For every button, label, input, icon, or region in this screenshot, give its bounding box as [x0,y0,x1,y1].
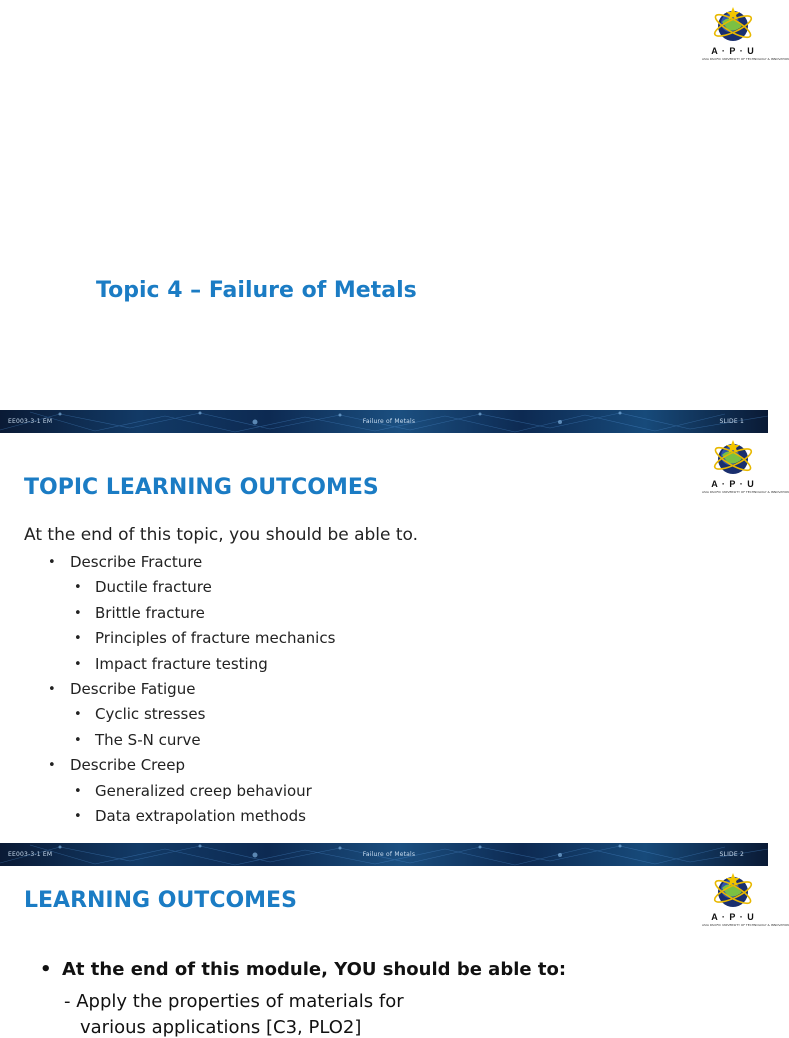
logo-subtext: ASIA PACIFIC UNIVERSITY OF TECHNOLOGY & INNOVATION [702,923,789,927]
slide-footer-1 [0,410,768,433]
footer-topic: Failure of Metals [362,851,416,858]
slide-3 [0,866,789,1038]
list-item: • The S-N curve [0,728,700,753]
bullet-icon: • [74,783,82,799]
footer-slide-number: SLIDE 1 [719,418,744,425]
logo-text: A · P · U [711,479,755,489]
apu-logo [702,4,789,66]
list-item: • Principles of fracture mechanics [0,626,700,651]
apu-logo [702,437,789,499]
outcome-sub-line-1: - Apply the properties of materials for [64,991,404,1012]
outcome-list [0,550,700,829]
topic-title: Topic 4 – Failure of Metals [96,278,417,303]
bullet-icon: • [74,580,82,596]
footer-topic: Failure of Metals [362,418,416,425]
bullet-icon: • [74,732,82,748]
bullet-icon: • [48,758,56,774]
footer-slide-number: SLIDE 2 [719,851,744,858]
outcome-lead-text: At the end of this module, YOU should be able to: [62,959,567,980]
logo-text: A · P · U [711,912,755,922]
bullet-icon: • [48,555,56,570]
logo-subtext: ASIA PACIFIC UNIVERSITY OF TECHNOLOGY & INNOVATION [702,490,789,494]
slide-footer-2 [0,843,768,866]
slide-heading: TOPIC LEARNING OUTCOMES [24,475,379,500]
apu-logo [702,870,789,932]
list-item: • Cyclic stresses [0,702,700,727]
outcome-sub-line-2: various applications [C3, PLO2] [80,1017,362,1038]
intro-text: At the end of this topic, you should be able to. [24,525,419,545]
globe-icon [702,437,764,481]
bullet-icon: • [74,656,82,672]
footer-course-code: EE003-3-1 EM [8,851,53,858]
bullet-icon: • [40,959,52,980]
list-item: • Impact fracture testing [0,652,700,677]
logo-subtext: ASIA PACIFIC UNIVERSITY OF TECHNOLOGY & INNOVATION [702,57,789,61]
bullet-icon: • [74,631,82,647]
list-item: • Describe Creep [0,753,700,778]
slide-1 [0,0,789,410]
slide-2 [0,433,789,843]
bullet-icon: • [74,605,82,621]
list-item: • Brittle fracture [0,601,700,626]
globe-icon [702,870,764,914]
list-item: • Data extrapolation methods [0,804,700,829]
logo-text: A · P · U [711,46,755,56]
list-item: • Describe Fatigue [0,677,700,702]
slide-heading: LEARNING OUTCOMES [24,888,297,913]
list-item: • Describe Fracture [0,550,700,575]
footer-course-code: EE003-3-1 EM [8,418,53,425]
list-item: • Generalized creep behaviour [0,779,700,804]
bullet-icon: • [74,808,82,824]
bullet-icon: • [48,681,56,697]
list-item: • Ductile fracture [0,575,700,600]
globe-icon [702,4,764,48]
bullet-icon: • [74,707,82,723]
